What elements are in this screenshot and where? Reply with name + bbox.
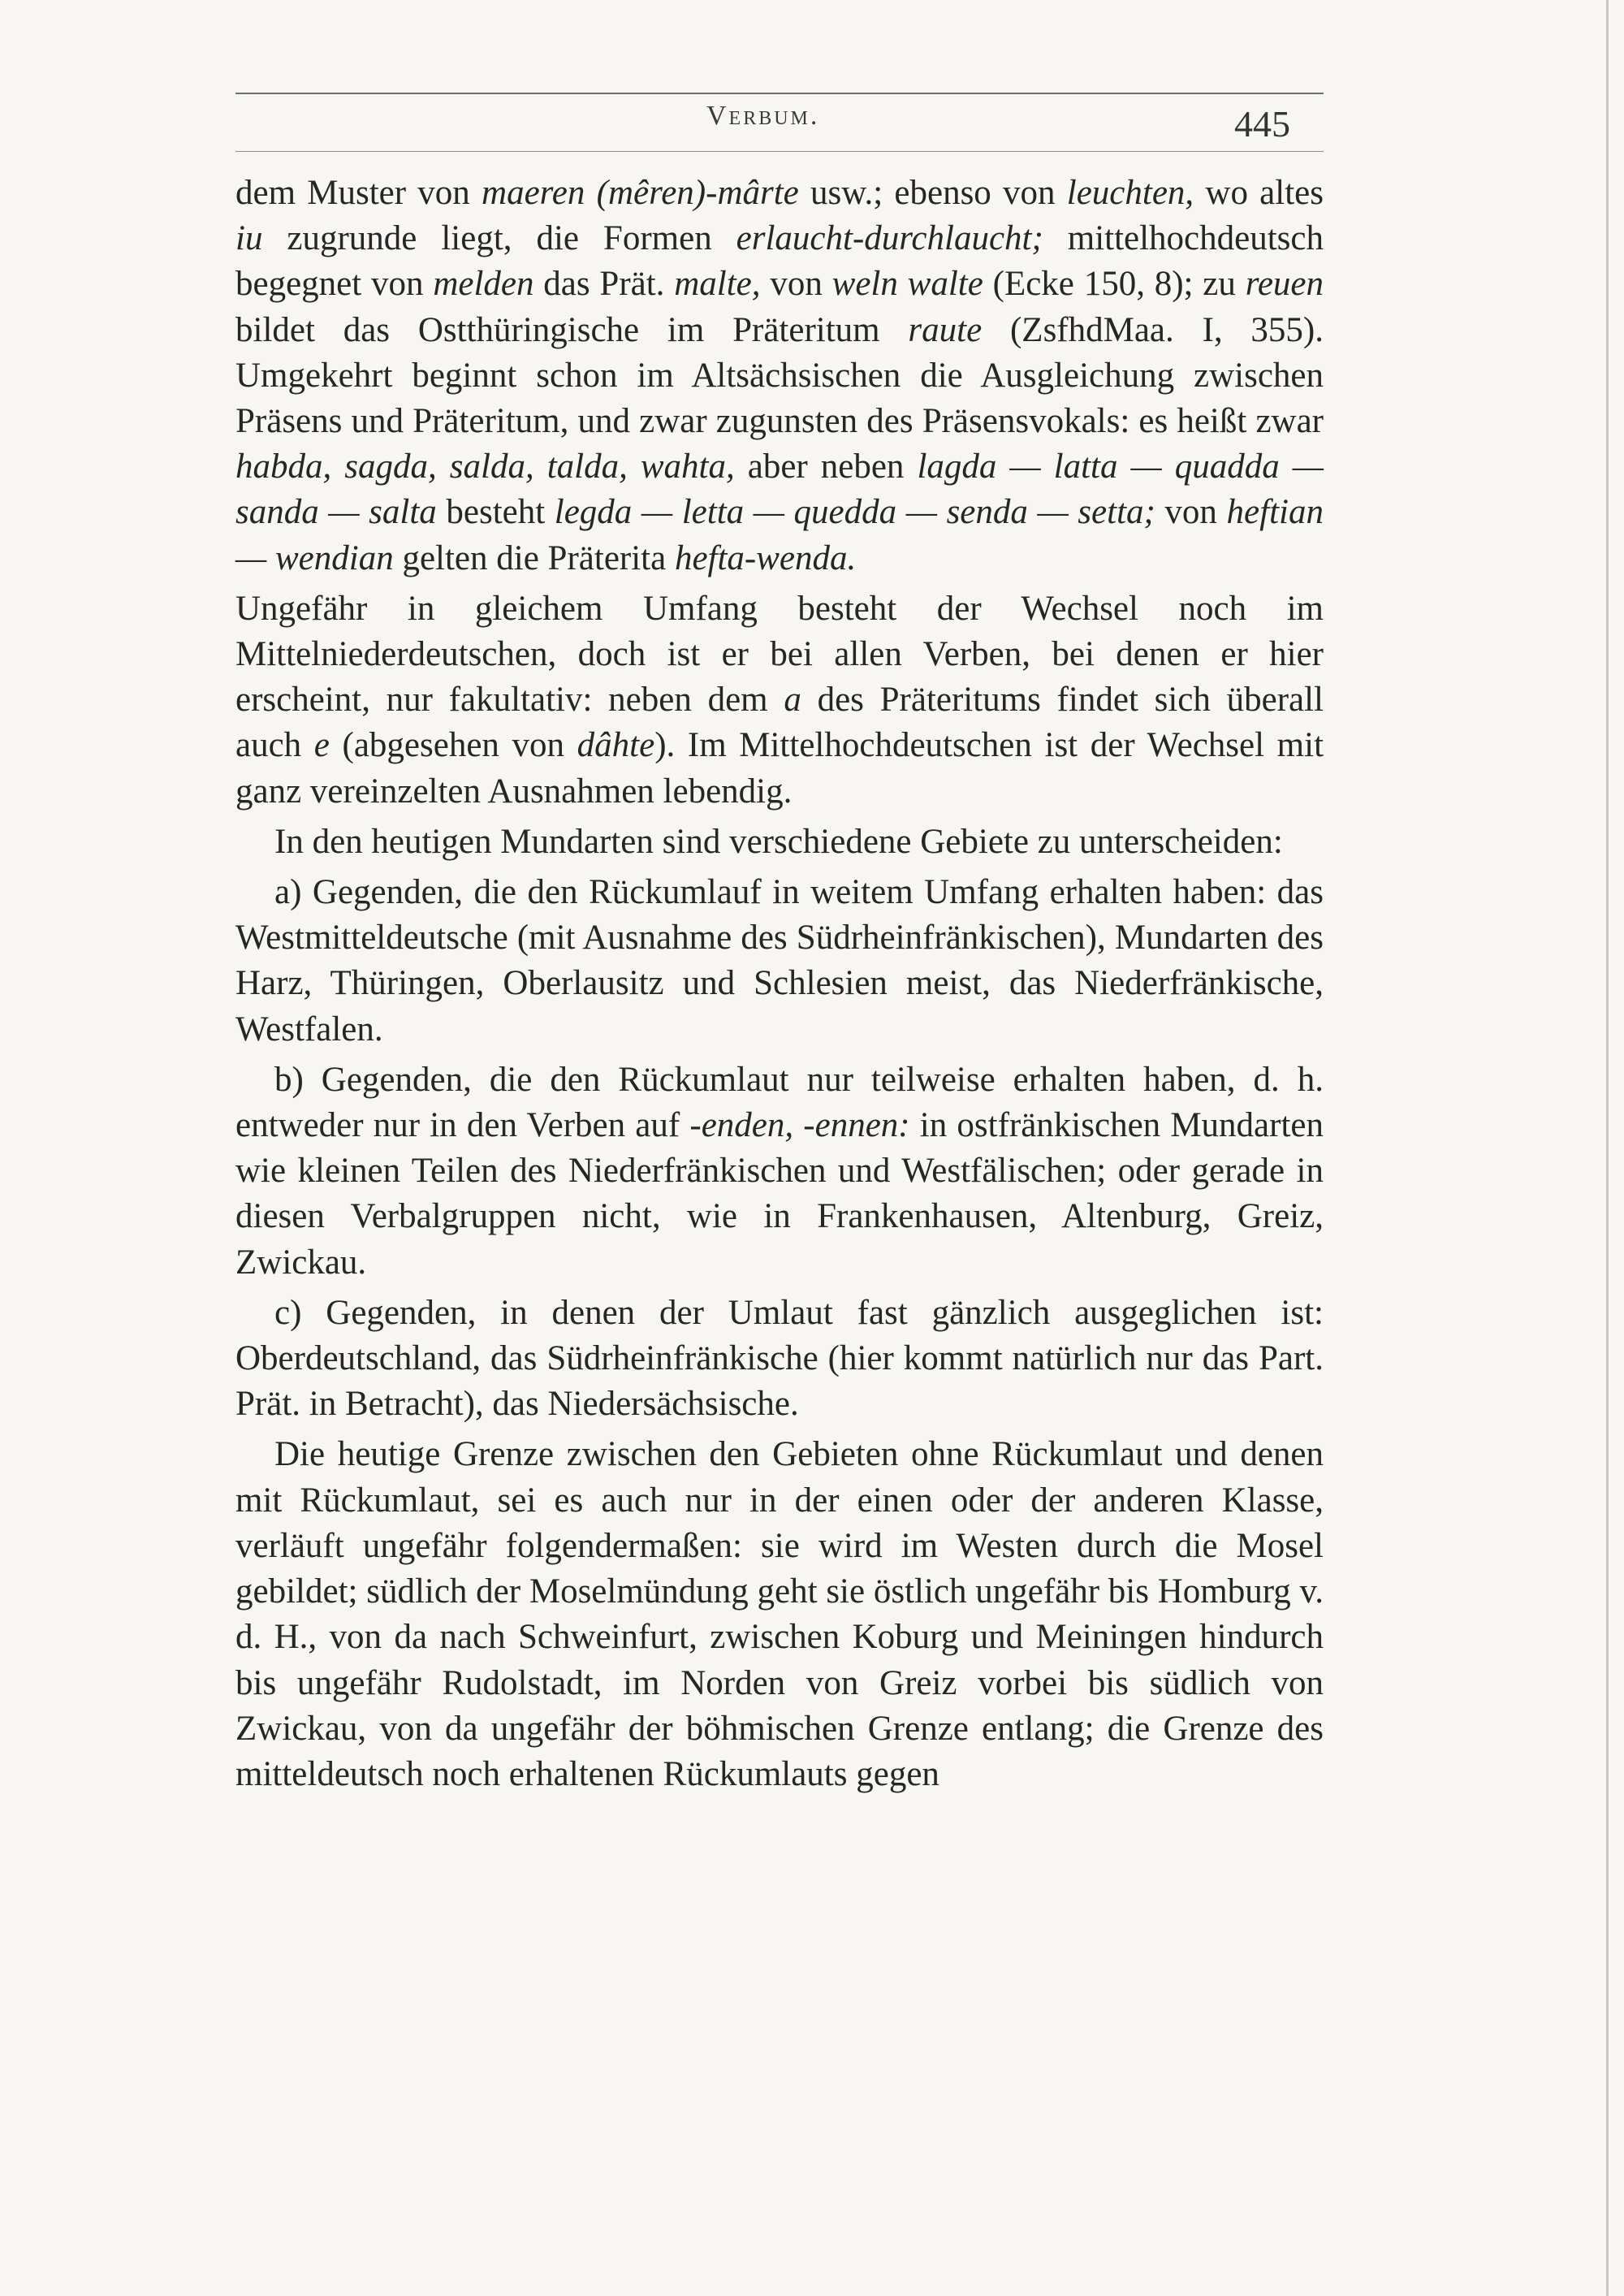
text-run: (Ecke 150, 8); zu <box>983 265 1246 304</box>
text-run: das Prät. <box>533 265 675 304</box>
italic-term: leuchten, <box>1066 174 1194 212</box>
italic-term: lagda — latta — quadda — sanda — salta <box>235 448 1324 532</box>
page-edge <box>1606 0 1609 2296</box>
body-text <box>235 171 1324 1802</box>
text-run: ). Im Mittelhochdeutschen ist der Wechsel mit ganz vereinzelten Ausnahmen lebendig. <box>235 726 1324 811</box>
italic-term: -enden, -ennen: <box>689 1106 910 1145</box>
text-run: von <box>1155 493 1227 532</box>
italic-term: raute <box>908 310 983 349</box>
text-run: (abgesehen von <box>329 726 577 765</box>
text-run: wo altes <box>1194 174 1324 212</box>
paragraph <box>235 1291 1324 1428</box>
text-run: aber neben <box>734 448 918 486</box>
italic-term: legda — letta — quedda — senda — setta; <box>554 493 1155 532</box>
text-run: des Präteritums findet sich überall auch <box>235 681 1324 765</box>
text-run: dem Muster von <box>235 174 482 212</box>
running-head: Verbum. <box>706 101 820 131</box>
text-run: besteht <box>436 493 555 532</box>
text-run: bildet das Ostthüringische im Präteritum <box>235 310 909 349</box>
italic-term: melden <box>433 265 534 304</box>
paragraph <box>235 171 1324 582</box>
italic-term: heftian — wendian <box>235 493 1324 577</box>
text-run: (ZsfhdMaa. I, 355). Umgekehrt beginnt schon im Altsächsischen die Ausgleichung zwischen Präsens und Präteritum, und zwar zugunsten des Präsensvokals: es heißt zwar <box>235 310 1324 441</box>
paragraph <box>235 819 1324 865</box>
italic-term: hefta-wenda. <box>674 538 857 577</box>
text-run: von <box>760 265 832 304</box>
italic-term: a <box>784 681 801 720</box>
page-number: 445 <box>1234 103 1290 145</box>
italic-term: malte, <box>674 265 761 304</box>
text-run: gelten die Präterita <box>393 538 675 577</box>
italic-term: maeren (mêren)-mârte <box>482 174 799 212</box>
italic-term: dâhte <box>577 726 655 765</box>
text-run: mittelhochdeutsch begegnet von <box>235 219 1324 304</box>
italic-term: e <box>313 726 330 765</box>
text-run: a) Gegenden, die den Rückumlauf in weitem Umfang erhalten haben: das Westmitteldeutsche (mit Ausnahme des Südrheinfränkischen), Mundarten des Harz, Thüringen, Oberlausitz und Schlesien meist, das Niederfränkische, Westfalen. <box>235 873 1324 1049</box>
italic-term: iu <box>235 219 263 258</box>
text-run: in ostfränkischen Mundarten wie kleinen Teilen des Niederfränkischen und Westfälischen; oder gerade in diesen Verbalgruppen nicht, wie in Frankenhausen, Altenburg, Greiz, Zwickau. <box>235 1106 1324 1282</box>
paragraph <box>235 586 1324 815</box>
paragraph <box>235 1432 1324 1797</box>
italic-term: weln walte <box>831 265 983 304</box>
text-run: Die heutige Grenze zwischen den Gebieten ohne Rückumlaut und denen mit Rückumlaut, sei es auch nur in der einen oder der anderen Klasse, verläuft ungefähr folgendermaßen: sie wird im Westen durch die Mosel gebildet; südlich der Moselmündung geht sie östlich ungefähr bis Homburg v. d. H., von da nach Schweinfurt, zwischen Koburg und Meiningen hindurch bis ungefähr Rudolstadt, im Norden von Greiz vorbei bis südlich von Zwickau, von da ungefähr der böhmischen Grenze entlang; die Grenze des mitteldeutsch noch erhaltenen Rückumlauts gegen <box>235 1435 1324 1793</box>
paragraph <box>235 870 1324 1053</box>
text-run: c) Gegenden, in denen der Umlaut fast gänzlich ausgeglichen ist: Oberdeutschland, das Südrheinfränkische (hier kommt natürlich nur das Part. Prät. in Betracht), das Niedersächsische. <box>235 1293 1324 1424</box>
header-rule-top <box>235 93 1324 94</box>
italic-term: erlaucht-durchlaucht; <box>736 219 1043 258</box>
header-rule-bottom <box>235 151 1324 152</box>
text-run: usw.; ebenso von <box>798 174 1067 212</box>
text-run: Ungefähr in gleichem Umfang besteht der Wechsel noch im Mittelniederdeutschen, doch ist er bei allen Verben, bei denen er hier erscheint, nur fakultativ: neben dem <box>235 589 1324 720</box>
paragraph <box>235 1057 1324 1286</box>
italic-term: habda, sagda, salda, talda, wahta, <box>235 448 735 486</box>
italic-term: reuen <box>1245 265 1324 304</box>
text-run: In den heutigen Mundarten sind verschiedene Gebiete zu unterscheiden: <box>274 822 1283 861</box>
text-run: b) Gegenden, die den Rückumlaut nur teilweise erhalten haben, d. h. entweder nur in den Verben auf <box>235 1060 1324 1145</box>
text-run: zugrunde liegt, die Formen <box>262 219 736 258</box>
